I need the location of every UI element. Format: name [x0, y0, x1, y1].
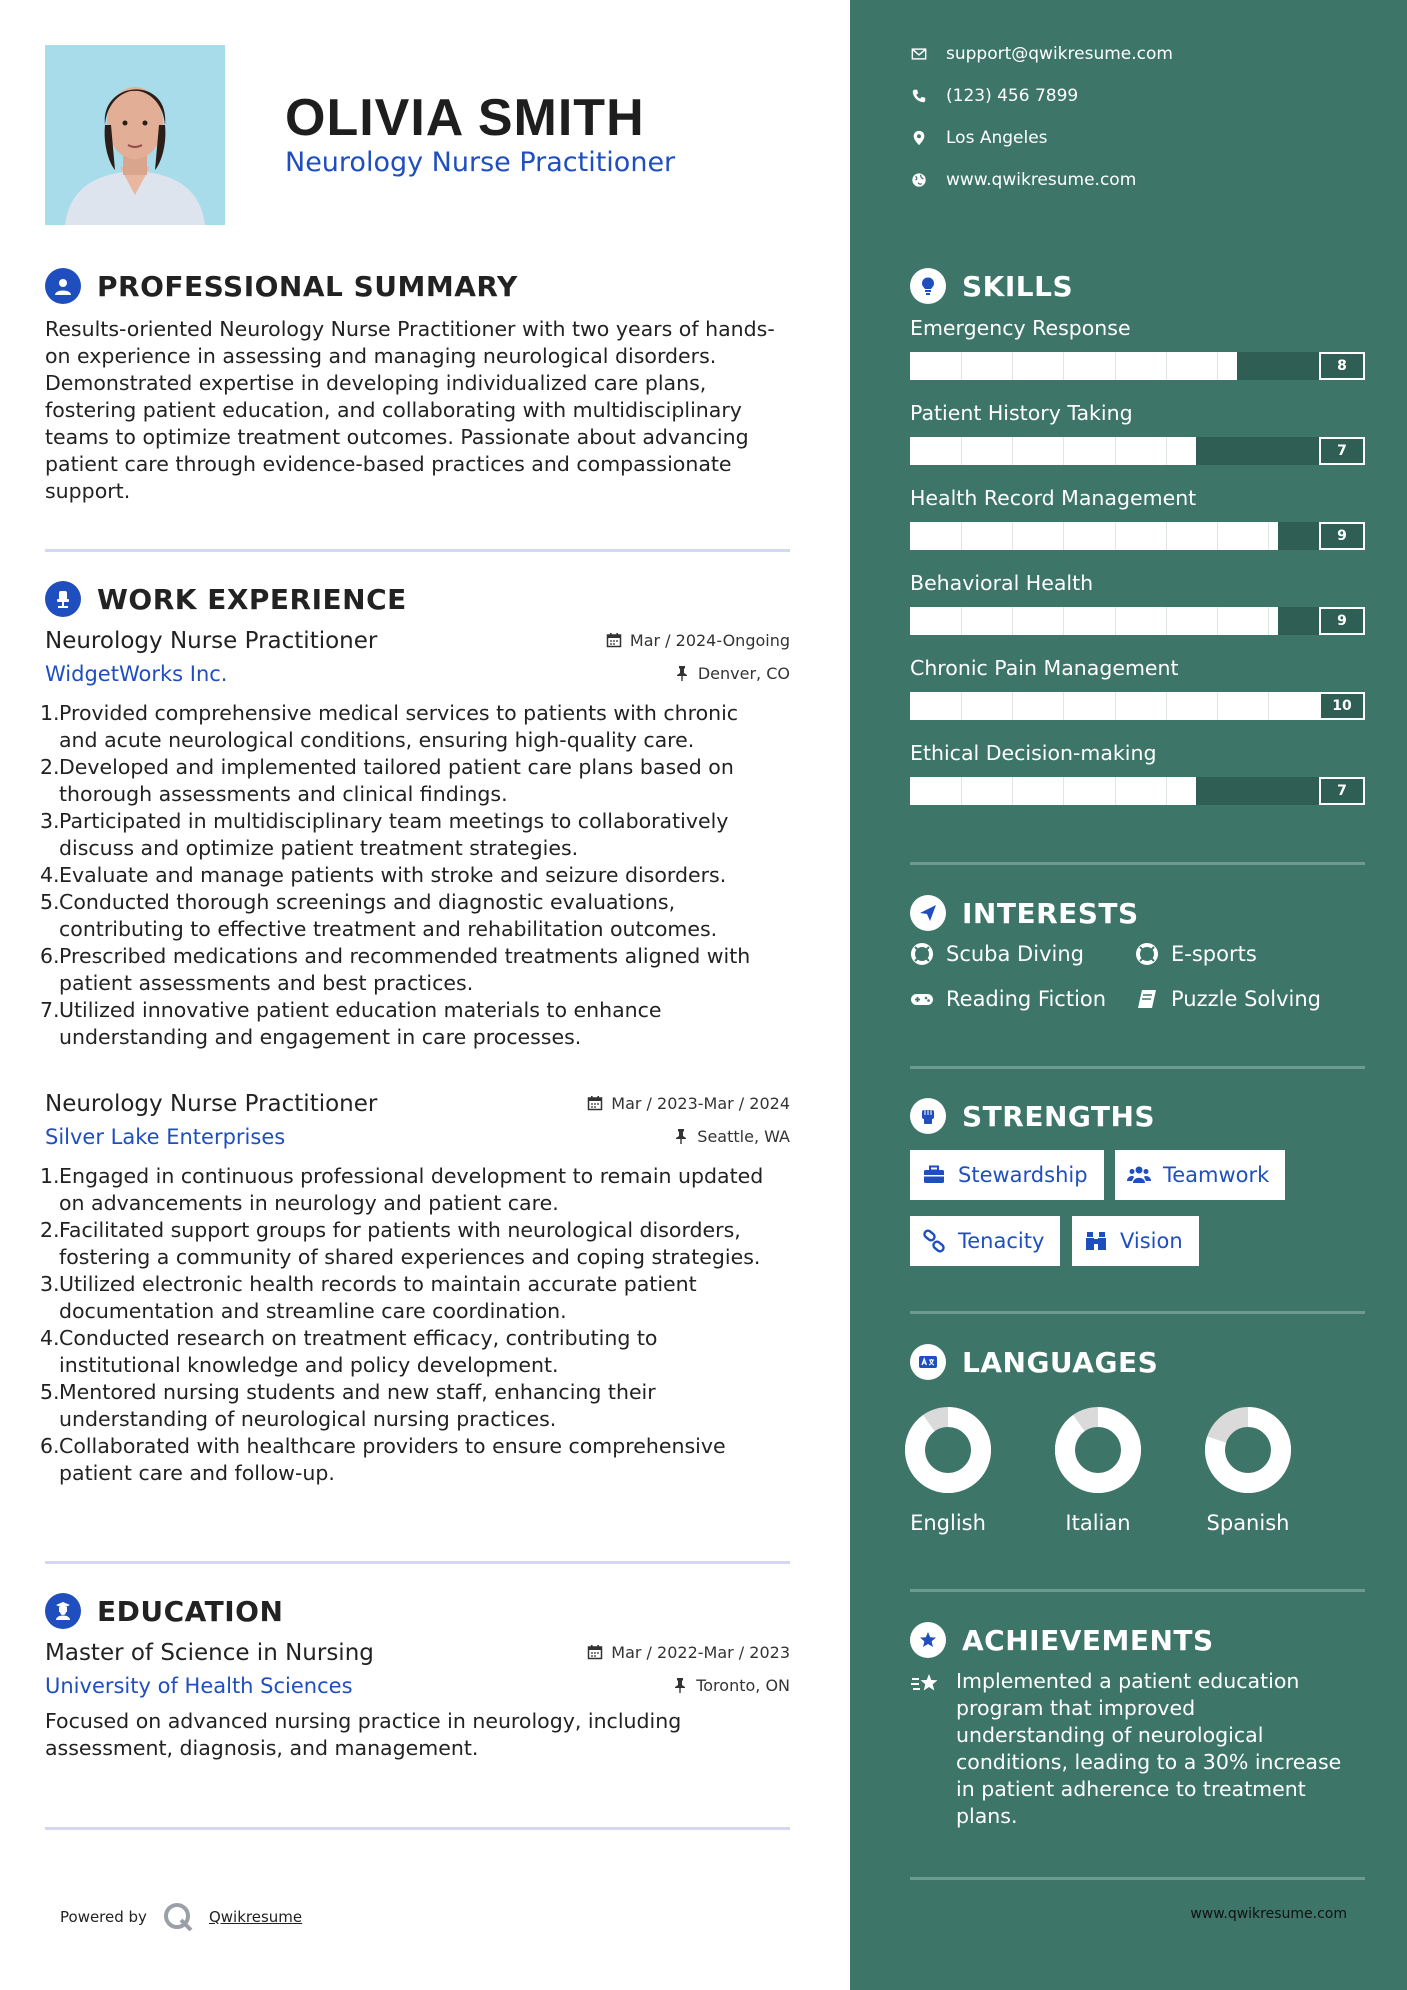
- sidebar-divider: [910, 1877, 1365, 1880]
- book-icon: [1135, 987, 1159, 1011]
- contact-email[interactable]: [910, 44, 1173, 64]
- skill-score: 9: [1319, 522, 1365, 550]
- calendar-icon: [587, 1644, 603, 1660]
- language-name: English: [910, 1511, 986, 1535]
- skill-segment: [1115, 777, 1116, 805]
- strength-tag: [910, 1216, 1060, 1266]
- contact-phone[interactable]: [910, 86, 1078, 106]
- skill-segment: [1012, 607, 1013, 635]
- language-item: [1188, 1407, 1308, 1535]
- sidebar: [850, 0, 1407, 1990]
- section-divider: [45, 1827, 790, 1830]
- graduate-icon: [45, 1593, 81, 1629]
- list-item: 5. Conducted thorough screenings and diagnostic evaluations, contributing to effective treatment and rehabilitation outcomes.: [40, 890, 718, 941]
- calendar-icon: [587, 1095, 603, 1111]
- skill-fill: [910, 522, 1278, 550]
- skill-name: Chronic Pain Management: [910, 656, 1179, 680]
- list-item: 1. Provided comprehensive medical services to patients with chronic and acute neurological conditions, ensuring high-quality care.: [40, 701, 739, 752]
- interest-label: E-sports: [1171, 942, 1257, 966]
- sidebar-divider: [910, 1589, 1365, 1592]
- job-dates-text: Mar / 2024-Ongoing: [629, 630, 790, 650]
- skill-segment: [1166, 437, 1167, 465]
- powered-by: [60, 1900, 302, 1934]
- skill-segment: [961, 692, 962, 720]
- job-entry: [40, 628, 790, 1051]
- strength-label: Tenacity: [958, 1229, 1045, 1253]
- skill-segment: [1012, 522, 1013, 550]
- skill-segment: [1217, 607, 1218, 635]
- email-text: support@qwikresume.com: [946, 44, 1173, 64]
- qwikresume-link[interactable]: Qwikresume: [208, 1908, 303, 1926]
- skill-segment: [1166, 352, 1167, 380]
- list-item: 4. Conducted research on treatment efficacy, contributing to institutional knowledge and policy development.: [40, 1326, 658, 1377]
- strength-label: Stewardship: [958, 1163, 1088, 1187]
- qwikresume-logo-icon: [161, 1900, 195, 1934]
- skill-segment: [1217, 522, 1218, 550]
- skill-segment: [1063, 607, 1064, 635]
- strength-tag: [910, 1150, 1104, 1200]
- skills-heading: [910, 268, 1073, 304]
- languages-title: LANGUAGES: [962, 1345, 1159, 1379]
- skill-fill: [910, 352, 1237, 380]
- language-item: [1038, 1407, 1158, 1535]
- interest-item: [1135, 942, 1257, 966]
- powered-by-label: Powered by: [60, 1908, 147, 1926]
- job-role: Neurology Nurse Practitioner: [45, 1091, 378, 1117]
- skill-name: Behavioral Health: [910, 571, 1094, 595]
- language-name: Spanish: [1206, 1511, 1290, 1535]
- job-location: [674, 664, 790, 683]
- location-text: Los Angeles: [946, 128, 1048, 148]
- skill-segment: [1063, 522, 1064, 550]
- skill-segment: [1166, 607, 1167, 635]
- contact-website[interactable]: [910, 170, 1136, 190]
- strength-label: Teamwork: [1163, 1163, 1270, 1187]
- education-heading: [45, 1593, 283, 1629]
- skill-segment: [1166, 777, 1167, 805]
- interest-label: Reading Fiction: [946, 987, 1107, 1011]
- job-entry: [40, 1091, 790, 1487]
- lifebuoy-icon: [910, 942, 934, 966]
- website-text: www.qwikresume.com: [946, 170, 1137, 190]
- language-donut: [1055, 1407, 1141, 1493]
- skill-segment: [1063, 437, 1064, 465]
- skill-segment: [961, 522, 962, 550]
- sidebar-divider: [910, 1311, 1365, 1314]
- skill-score: 8: [1319, 352, 1365, 380]
- summary-line: patient care through evidence-based practices and compassionate: [45, 452, 732, 476]
- users-icon: [1127, 1163, 1151, 1187]
- skill-bar: [910, 437, 1365, 465]
- shooting-star-icon: [910, 1671, 942, 1699]
- footer-website[interactable]: www.qwikresume.com: [1190, 1906, 1347, 1922]
- job-location-text: Seattle, WA: [697, 1126, 790, 1146]
- envelope-icon: [910, 45, 928, 63]
- list-item: 3. Utilized electronic health records to maintain accurate patient documentation and streamline care coordination.: [40, 1272, 697, 1323]
- contact-location: [910, 128, 1048, 148]
- list-item: 3. Participated in multidisciplinary team meetings to collaboratively discuss and optimize patient treatment strategies.: [40, 809, 729, 860]
- skill-segment: [961, 352, 962, 380]
- skill-name: Ethical Decision-making: [910, 741, 1157, 765]
- summary-title: PROFESSIONAL SUMMARY: [97, 269, 518, 303]
- education-line: Focused on advanced nursing practice in neurology, including: [45, 1709, 682, 1733]
- section-divider: [45, 549, 790, 552]
- pin-icon: [672, 1677, 688, 1693]
- summary-heading: [45, 268, 518, 304]
- interest-label: Puzzle Solving: [1171, 987, 1321, 1011]
- interest-label: Scuba Diving: [946, 942, 1084, 966]
- strength-tag: [1072, 1216, 1199, 1266]
- skill-bar: [910, 607, 1365, 635]
- skill-segment: [1115, 352, 1116, 380]
- strengths-heading: [910, 1098, 1155, 1134]
- strengths-title: STRENGTHS: [962, 1099, 1156, 1133]
- skill-bar: [910, 352, 1365, 380]
- skill-segment: [1268, 607, 1269, 635]
- skill-score: 7: [1319, 777, 1365, 805]
- skill-segment: [961, 777, 962, 805]
- donut-level: [915, 1417, 981, 1483]
- skill-score: 7: [1319, 437, 1365, 465]
- summary-text: [45, 316, 795, 505]
- skill-bar: [910, 692, 1365, 720]
- language-donut: [905, 1407, 991, 1493]
- job-company: Silver Lake Enterprises: [45, 1125, 286, 1149]
- languages-heading: [910, 1344, 1158, 1380]
- summary-line: teams to optimize treatment outcomes. Passionate about advancing: [45, 425, 749, 449]
- skill-segment: [1166, 522, 1167, 550]
- skill-segment: [1012, 777, 1013, 805]
- skill-item: [910, 571, 1365, 635]
- donut-level: [1065, 1417, 1131, 1483]
- profile-photo: [45, 45, 225, 225]
- summary-line: Demonstrated expertise in developing individualized care plans,: [45, 371, 707, 395]
- list-item: 2. Facilitated support groups for patients with neurological disorders, fostering a community of shared experiences and coping strategies.: [40, 1218, 761, 1269]
- strength-label: Vision: [1120, 1229, 1183, 1253]
- skill-segment: [1012, 437, 1013, 465]
- education-location-text: Toronto, ON: [696, 1675, 790, 1695]
- skill-segment: [1268, 522, 1269, 550]
- lifebuoy-icon: [1135, 942, 1159, 966]
- skill-bar: [910, 522, 1365, 550]
- sidebar-divider: [910, 1066, 1365, 1069]
- job-dates: [587, 1094, 790, 1113]
- job-location: [673, 1127, 790, 1146]
- education-location: [672, 1676, 790, 1695]
- skill-segment: [1217, 352, 1218, 380]
- skill-segment: [1166, 692, 1167, 720]
- candidate-title: Neurology Nurse Practitioner: [285, 147, 676, 178]
- list-item: 6. Collaborated with healthcare providers to ensure comprehensive patient care and follow-up.: [40, 1434, 726, 1485]
- pin-icon: [673, 1128, 689, 1144]
- job-location-text: Denver, CO: [697, 663, 790, 683]
- achievement-text: Implemented a patient education program that improved understanding of neurological conditions, leading to a 30% increase in patient adherence to treatment plans.: [956, 1669, 1342, 1828]
- job-dates-text: Mar / 2023-Mar / 2024: [611, 1093, 790, 1113]
- skill-name: Health Record Management: [910, 486, 1197, 510]
- achievements-title: ACHIEVEMENTS: [962, 1623, 1214, 1657]
- skill-segment: [1012, 352, 1013, 380]
- list-item: 6. Prescribed medications and recommended treatments aligned with patient assessments and best practices.: [40, 944, 751, 995]
- summary-line: support.: [45, 479, 131, 503]
- skill-segment: [1063, 692, 1064, 720]
- language-name: Italian: [1065, 1511, 1131, 1535]
- list-item: 5. Mentored nursing students and new staff, enhancing their understanding of neurological nursing practices.: [40, 1380, 656, 1431]
- candidate-name: OLIVIA SMITH: [285, 89, 645, 147]
- phone-icon: [910, 87, 928, 105]
- skill-bar: [910, 777, 1365, 805]
- summary-line: Results-oriented Neurology Nurse Practitioner with two years of hands-: [45, 317, 775, 341]
- list-item: 1. Engaged in continuous professional development to remain updated on advancements in neurology and patient care.: [40, 1164, 764, 1215]
- skill-score: 9: [1319, 607, 1365, 635]
- calendar-icon: [606, 632, 622, 648]
- job-role: Neurology Nurse Practitioner: [45, 628, 378, 654]
- achievement-item: [910, 1668, 1365, 1830]
- binoculars-icon: [1084, 1229, 1108, 1253]
- work-heading: [45, 581, 407, 617]
- education-dates: [587, 1643, 790, 1662]
- star-badge-icon: [910, 1622, 946, 1658]
- skill-item: [910, 486, 1365, 550]
- skill-name: Patient History Taking: [910, 401, 1133, 425]
- skill-segment: [1115, 692, 1116, 720]
- education-entry: [45, 1640, 790, 1762]
- lightbulb-icon: [910, 268, 946, 304]
- phone-text: (123) 456 7899: [946, 86, 1079, 106]
- skills-title: SKILLS: [962, 269, 1074, 303]
- school: University of Health Sciences: [45, 1674, 353, 1698]
- summary-line: fostering patient education, and collaborating with multidisciplinary: [45, 398, 742, 422]
- skill-segment: [1268, 692, 1269, 720]
- pin-icon: [674, 665, 690, 681]
- skill-fill: [910, 607, 1278, 635]
- skill-segment: [1115, 607, 1116, 635]
- education-description: [45, 1708, 790, 1762]
- interest-item: [910, 942, 1084, 966]
- job-duties: [40, 700, 790, 1051]
- interest-item: [910, 987, 1106, 1011]
- job-company: WidgetWorks Inc.: [45, 662, 228, 686]
- job-duties: [40, 1163, 790, 1487]
- achievements-heading: [910, 1622, 1214, 1658]
- skill-fill: [910, 437, 1196, 465]
- sidebar-divider: [910, 862, 1365, 865]
- skill-segment: [1115, 522, 1116, 550]
- skill-item: [910, 401, 1365, 465]
- skill-segment: [1217, 692, 1218, 720]
- paper-plane-icon: [910, 895, 946, 931]
- section-divider: [45, 1561, 790, 1564]
- fist-icon: [910, 1098, 946, 1134]
- globe-icon: [910, 171, 928, 189]
- interests-title: INTERESTS: [962, 896, 1139, 930]
- skill-segment: [961, 607, 962, 635]
- skill-segment: [961, 437, 962, 465]
- gamepad-icon: [910, 987, 934, 1011]
- skill-name: Emergency Response: [910, 316, 1131, 340]
- skill-segment: [1012, 692, 1013, 720]
- interest-item: [1135, 987, 1321, 1011]
- language-item: [888, 1407, 1008, 1535]
- education-dates-text: Mar / 2022-Mar / 2023: [611, 1642, 790, 1662]
- location-pin-icon: [910, 129, 928, 147]
- education-title: EDUCATION: [97, 1594, 284, 1628]
- list-item: 7. Utilized innovative patient education materials to enhance understanding and engagement in care processes.: [40, 998, 662, 1049]
- skill-segment: [1115, 437, 1116, 465]
- user-icon: [45, 268, 81, 304]
- skill-item: [910, 316, 1365, 380]
- language-donut: [1205, 1407, 1291, 1493]
- skill-fill: [910, 777, 1196, 805]
- education-line: assessment, diagnosis, and management.: [45, 1736, 479, 1760]
- skill-segment: [1063, 777, 1064, 805]
- briefcase-icon: [922, 1163, 946, 1187]
- link-icon: [922, 1229, 946, 1253]
- degree: Master of Science in Nursing: [45, 1640, 374, 1666]
- list-item: 2. Developed and implemented tailored patient care plans based on thorough assessments and clinical findings.: [40, 755, 734, 806]
- interests-heading: [910, 895, 1139, 931]
- skill-item: [910, 741, 1365, 805]
- strength-tag: [1115, 1150, 1285, 1200]
- list-item: 4. Evaluate and manage patients with stroke and seizure disorders.: [40, 863, 727, 887]
- translate-icon: [910, 1344, 946, 1380]
- skill-score: 10: [1319, 692, 1365, 720]
- chair-icon: [45, 581, 81, 617]
- skill-segment: [1063, 352, 1064, 380]
- skill-item: [910, 656, 1365, 720]
- work-title: WORK EXPERIENCE: [97, 582, 407, 616]
- summary-line: on experience in assessing and managing neurological disorders.: [45, 344, 717, 368]
- job-dates: [606, 631, 790, 650]
